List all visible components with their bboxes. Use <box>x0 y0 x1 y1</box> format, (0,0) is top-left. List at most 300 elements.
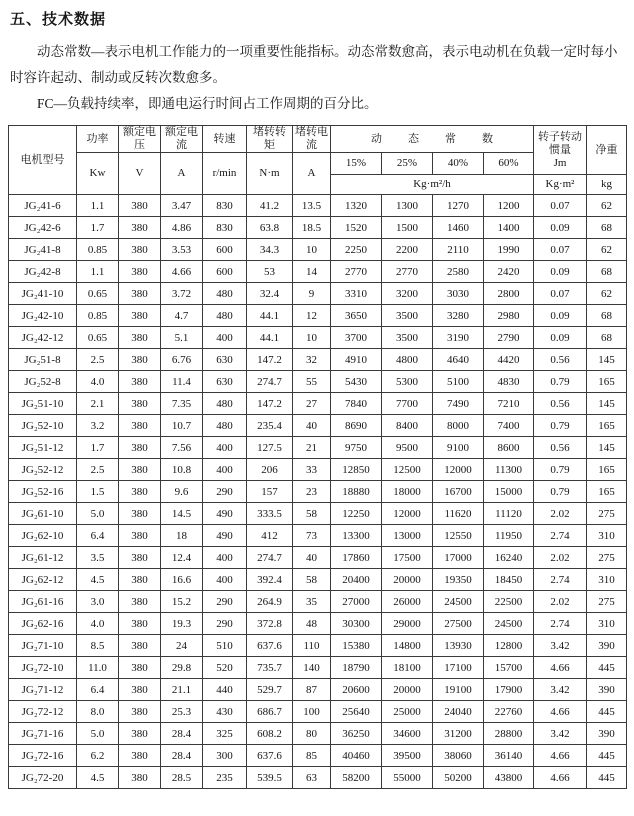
value-cell: 17860 <box>331 547 382 569</box>
table-row <box>9 767 627 789</box>
value-cell: 380 <box>119 679 161 701</box>
value-cell: 11300 <box>484 459 534 481</box>
table-row <box>9 569 627 591</box>
value-cell: 380 <box>119 591 161 613</box>
table-row <box>9 437 627 459</box>
value-cell: 3.42 <box>534 635 587 657</box>
header-weight: 净重 <box>587 126 627 175</box>
value-cell: 235 <box>203 767 247 789</box>
value-cell: 2980 <box>484 305 534 327</box>
value-cell: 380 <box>119 261 161 283</box>
model-cell: JG₂51-12 <box>9 437 77 459</box>
value-cell: 27000 <box>331 591 382 613</box>
value-cell: 3500 <box>382 327 433 349</box>
value-cell: 16240 <box>484 547 534 569</box>
value-cell: 68 <box>587 261 627 283</box>
value-cell: 8000 <box>433 415 484 437</box>
value-cell: 11950 <box>484 525 534 547</box>
value-cell: 3500 <box>382 305 433 327</box>
value-cell: 20000 <box>382 569 433 591</box>
value-cell: 10.7 <box>161 415 203 437</box>
value-cell: 539.5 <box>247 767 293 789</box>
value-cell: 12000 <box>433 459 484 481</box>
value-cell: 4.66 <box>534 745 587 767</box>
value-cell: 480 <box>203 283 247 305</box>
header-locked-current: 堵转电流 <box>293 126 331 153</box>
value-cell: 3700 <box>331 327 382 349</box>
value-cell: 20600 <box>331 679 382 701</box>
header-torque-unit: N·m <box>247 153 293 195</box>
value-cell: 12550 <box>433 525 484 547</box>
value-cell: 12500 <box>382 459 433 481</box>
model-cell: JG₂71-10 <box>9 635 77 657</box>
table-row <box>9 723 627 745</box>
header-speed: 转速 <box>203 126 247 153</box>
value-cell: 1.7 <box>77 437 119 459</box>
value-cell: 12 <box>293 305 331 327</box>
table-row <box>9 679 627 701</box>
value-cell: 3200 <box>382 283 433 305</box>
value-cell: 400 <box>203 437 247 459</box>
model-cell: JG₂61-10 <box>9 503 77 525</box>
value-cell: 380 <box>119 371 161 393</box>
value-cell: 3.53 <box>161 239 203 261</box>
value-cell: 3280 <box>433 305 484 327</box>
value-cell: 40 <box>293 547 331 569</box>
value-cell: 830 <box>203 195 247 217</box>
value-cell: 165 <box>587 481 627 503</box>
value-cell: 480 <box>203 305 247 327</box>
table-row <box>9 657 627 679</box>
model-cell: JG₂61-16 <box>9 591 77 613</box>
model-cell: JG₂51-8 <box>9 349 77 371</box>
value-cell: 63 <box>293 767 331 789</box>
model-cell: JG₂72-12 <box>9 701 77 723</box>
value-cell: 0.09 <box>534 261 587 283</box>
value-cell: 145 <box>587 437 627 459</box>
value-cell: 2.74 <box>534 613 587 635</box>
value-cell: 325 <box>203 723 247 745</box>
value-cell: 380 <box>119 767 161 789</box>
value-cell: 0.09 <box>534 217 587 239</box>
value-cell: 412 <box>247 525 293 547</box>
model-cell: JG₂72-16 <box>9 745 77 767</box>
model-cell: JG₂52-8 <box>9 371 77 393</box>
value-cell: 2800 <box>484 283 534 305</box>
value-cell: 44.1 <box>247 305 293 327</box>
value-cell: 0.85 <box>77 239 119 261</box>
value-cell: 127.5 <box>247 437 293 459</box>
value-cell: 2420 <box>484 261 534 283</box>
value-cell: 10 <box>293 327 331 349</box>
value-cell: 7210 <box>484 393 534 415</box>
value-cell: 34600 <box>382 723 433 745</box>
value-cell: 1460 <box>433 217 484 239</box>
value-cell: 11120 <box>484 503 534 525</box>
value-cell: 2.02 <box>534 503 587 525</box>
value-cell: 36250 <box>331 723 382 745</box>
value-cell: 490 <box>203 525 247 547</box>
model-cell: JG₂62-10 <box>9 525 77 547</box>
model-cell: JG₂61-12 <box>9 547 77 569</box>
value-cell: 380 <box>119 745 161 767</box>
header-inertia-symbol: Jm <box>553 156 567 169</box>
value-cell: 13930 <box>433 635 484 657</box>
model-cell: JG₂62-12 <box>9 569 77 591</box>
value-cell: 380 <box>119 613 161 635</box>
value-cell: 2.02 <box>534 591 587 613</box>
value-cell: 14800 <box>382 635 433 657</box>
value-cell: 630 <box>203 371 247 393</box>
header-power: 功率 <box>77 126 119 153</box>
value-cell: 2790 <box>484 327 534 349</box>
value-cell: 12850 <box>331 459 382 481</box>
table-row <box>9 701 627 723</box>
value-cell: 0.79 <box>534 415 587 437</box>
model-cell: JG₂42-8 <box>9 261 77 283</box>
value-cell: 53 <box>247 261 293 283</box>
value-cell: 445 <box>587 767 627 789</box>
value-cell: 380 <box>119 217 161 239</box>
value-cell: 14.5 <box>161 503 203 525</box>
model-cell: JG₂52-12 <box>9 459 77 481</box>
value-cell: 0.65 <box>77 327 119 349</box>
value-cell: 235.4 <box>247 415 293 437</box>
table-row <box>9 349 627 371</box>
value-cell: 44.1 <box>247 327 293 349</box>
value-cell: 4.66 <box>534 767 587 789</box>
value-cell: 480 <box>203 415 247 437</box>
value-cell: 4.0 <box>77 371 119 393</box>
value-cell: 63.8 <box>247 217 293 239</box>
value-cell: 380 <box>119 437 161 459</box>
value-cell: 4.66 <box>534 701 587 723</box>
value-cell: 310 <box>587 525 627 547</box>
value-cell: 1270 <box>433 195 484 217</box>
value-cell: 4.5 <box>77 767 119 789</box>
value-cell: 26000 <box>382 591 433 613</box>
value-cell: 686.7 <box>247 701 293 723</box>
value-cell: 1400 <box>484 217 534 239</box>
value-cell: 380 <box>119 415 161 437</box>
value-cell: 12.4 <box>161 547 203 569</box>
value-cell: 16700 <box>433 481 484 503</box>
value-cell: 430 <box>203 701 247 723</box>
table-row <box>9 393 627 415</box>
value-cell: 1.5 <box>77 481 119 503</box>
value-cell: 35 <box>293 591 331 613</box>
value-cell: 445 <box>587 745 627 767</box>
value-cell: 43800 <box>484 767 534 789</box>
value-cell: 2.74 <box>534 569 587 591</box>
model-cell: JG₂41-6 <box>9 195 77 217</box>
value-cell: 6.76 <box>161 349 203 371</box>
paragraph-dynamic-constant: 动态常数—表示电机工作能力的一项重要性能指标。动态常数愈高，表示电动机在负载一定时每小时容许起动、制动或反转次数愈多。 <box>10 44 618 85</box>
value-cell: 0.65 <box>77 283 119 305</box>
value-cell: 39500 <box>382 745 433 767</box>
value-cell: 20000 <box>382 679 433 701</box>
value-cell: 380 <box>119 305 161 327</box>
value-cell: 147.2 <box>247 393 293 415</box>
header-weight-unit: kg <box>587 175 627 195</box>
value-cell: 62 <box>587 283 627 305</box>
value-cell: 400 <box>203 327 247 349</box>
value-cell: 19100 <box>433 679 484 701</box>
value-cell: 17900 <box>484 679 534 701</box>
value-cell: 24040 <box>433 701 484 723</box>
value-cell: 380 <box>119 503 161 525</box>
value-cell: 3.5 <box>77 547 119 569</box>
value-cell: 735.7 <box>247 657 293 679</box>
value-cell: 510 <box>203 635 247 657</box>
value-cell: 9.6 <box>161 481 203 503</box>
value-cell: 300 <box>203 745 247 767</box>
model-cell: JG₂71-12 <box>9 679 77 701</box>
value-cell: 7.35 <box>161 393 203 415</box>
value-cell: 13.5 <box>293 195 331 217</box>
value-cell: 55000 <box>382 767 433 789</box>
model-cell: JG₂52-10 <box>9 415 77 437</box>
value-cell: 6.4 <box>77 679 119 701</box>
value-cell: 2.02 <box>534 547 587 569</box>
value-cell: 0.56 <box>534 349 587 371</box>
value-cell: 157 <box>247 481 293 503</box>
value-cell: 5.0 <box>77 503 119 525</box>
value-cell: 12800 <box>484 635 534 657</box>
value-cell: 529.7 <box>247 679 293 701</box>
value-cell: 24500 <box>433 591 484 613</box>
value-cell: 33 <box>293 459 331 481</box>
value-cell: 8600 <box>484 437 534 459</box>
table-row <box>9 481 627 503</box>
value-cell: 14 <box>293 261 331 283</box>
value-cell: 274.7 <box>247 547 293 569</box>
value-cell: 25640 <box>331 701 382 723</box>
spec-table <box>8 125 627 789</box>
value-cell: 80 <box>293 723 331 745</box>
model-cell: JG₂41-8 <box>9 239 77 261</box>
table-row <box>9 283 627 305</box>
value-cell: 85 <box>293 745 331 767</box>
value-cell: 165 <box>587 371 627 393</box>
value-cell: 28800 <box>484 723 534 745</box>
table-row <box>9 635 627 657</box>
value-cell: 630 <box>203 349 247 371</box>
value-cell: 18450 <box>484 569 534 591</box>
value-cell: 2.74 <box>534 525 587 547</box>
value-cell: 600 <box>203 261 247 283</box>
value-cell: 2.5 <box>77 349 119 371</box>
value-cell: 15.2 <box>161 591 203 613</box>
value-cell: 36140 <box>484 745 534 767</box>
value-cell: 264.9 <box>247 591 293 613</box>
value-cell: 10 <box>293 239 331 261</box>
value-cell: 50200 <box>433 767 484 789</box>
value-cell: 2250 <box>331 239 382 261</box>
value-cell: 15700 <box>484 657 534 679</box>
value-cell: 3190 <box>433 327 484 349</box>
value-cell: 2.1 <box>77 393 119 415</box>
table-row <box>9 415 627 437</box>
value-cell: 68 <box>587 327 627 349</box>
header-model: 电机型号 <box>9 126 77 195</box>
header-voltage: 额定电压 <box>119 126 161 153</box>
value-cell: 3650 <box>331 305 382 327</box>
value-cell: 41.2 <box>247 195 293 217</box>
value-cell: 4.5 <box>77 569 119 591</box>
value-cell: 480 <box>203 393 247 415</box>
value-cell: 58 <box>293 503 331 525</box>
value-cell: 608.2 <box>247 723 293 745</box>
value-cell: 3030 <box>433 283 484 305</box>
header-inertia-unit: Kg·m² <box>534 175 587 195</box>
value-cell: 3.42 <box>534 679 587 701</box>
value-cell: 2200 <box>382 239 433 261</box>
value-cell: 380 <box>119 525 161 547</box>
value-cell: 380 <box>119 195 161 217</box>
value-cell: 18 <box>161 525 203 547</box>
value-cell: 40460 <box>331 745 382 767</box>
value-cell: 68 <box>587 217 627 239</box>
value-cell: 5.1 <box>161 327 203 349</box>
value-cell: 4420 <box>484 349 534 371</box>
value-cell: 7700 <box>382 393 433 415</box>
value-cell: 0.56 <box>534 437 587 459</box>
table-row <box>9 305 627 327</box>
value-cell: 380 <box>119 635 161 657</box>
value-cell: 0.56 <box>534 393 587 415</box>
value-cell: 21.1 <box>161 679 203 701</box>
value-cell: 19350 <box>433 569 484 591</box>
value-cell: 15000 <box>484 481 534 503</box>
header-power-unit: Kw <box>77 153 119 195</box>
value-cell: 290 <box>203 481 247 503</box>
value-cell: 110 <box>293 635 331 657</box>
value-cell: 16.6 <box>161 569 203 591</box>
value-cell: 28.4 <box>161 723 203 745</box>
value-cell: 17000 <box>433 547 484 569</box>
value-cell: 2770 <box>382 261 433 283</box>
value-cell: 275 <box>587 503 627 525</box>
header-voltage-unit: V <box>119 153 161 195</box>
value-cell: 55 <box>293 371 331 393</box>
value-cell: 275 <box>587 591 627 613</box>
value-cell: 275 <box>587 547 627 569</box>
value-cell: 24500 <box>484 613 534 635</box>
model-cell: JG₂42-12 <box>9 327 77 349</box>
value-cell: 600 <box>203 239 247 261</box>
table-row <box>9 327 627 349</box>
model-cell: JG₂72-10 <box>9 657 77 679</box>
header-duty-40: 40% <box>433 153 484 175</box>
table-row <box>9 745 627 767</box>
value-cell: 28.5 <box>161 767 203 789</box>
value-cell: 1.1 <box>77 195 119 217</box>
value-cell: 310 <box>587 613 627 635</box>
page-title: 五、技术数据 <box>10 11 107 28</box>
value-cell: 19.3 <box>161 613 203 635</box>
value-cell: 34.3 <box>247 239 293 261</box>
value-cell: 1300 <box>382 195 433 217</box>
model-cell: JG₂72-20 <box>9 767 77 789</box>
table-row <box>9 591 627 613</box>
value-cell: 372.8 <box>247 613 293 635</box>
value-cell: 380 <box>119 327 161 349</box>
value-cell: 380 <box>119 547 161 569</box>
value-cell: 11.4 <box>161 371 203 393</box>
table-row <box>9 525 627 547</box>
value-cell: 8400 <box>382 415 433 437</box>
value-cell: 206 <box>247 459 293 481</box>
value-cell: 18880 <box>331 481 382 503</box>
value-cell: 5300 <box>382 371 433 393</box>
value-cell: 12250 <box>331 503 382 525</box>
value-cell: 4.86 <box>161 217 203 239</box>
value-cell: 38060 <box>433 745 484 767</box>
value-cell: 62 <box>587 195 627 217</box>
value-cell: 445 <box>587 657 627 679</box>
model-cell: JG₂42-10 <box>9 305 77 327</box>
value-cell: 637.6 <box>247 745 293 767</box>
model-cell: JG₂42-6 <box>9 217 77 239</box>
value-cell: 637.6 <box>247 635 293 657</box>
value-cell: 4830 <box>484 371 534 393</box>
value-cell: 445 <box>587 701 627 723</box>
value-cell: 290 <box>203 613 247 635</box>
value-cell: 0.07 <box>534 195 587 217</box>
header-current: 额定电流 <box>161 126 203 153</box>
value-cell: 290 <box>203 591 247 613</box>
value-cell: 7.56 <box>161 437 203 459</box>
value-cell: 380 <box>119 701 161 723</box>
value-cell: 30300 <box>331 613 382 635</box>
value-cell: 4.66 <box>534 657 587 679</box>
value-cell: 7840 <box>331 393 382 415</box>
value-cell: 20400 <box>331 569 382 591</box>
table-row <box>9 195 627 217</box>
value-cell: 4.66 <box>161 261 203 283</box>
header-current-unit: A <box>161 153 203 195</box>
value-cell: 18790 <box>331 657 382 679</box>
value-cell: 380 <box>119 283 161 305</box>
value-cell: 400 <box>203 459 247 481</box>
value-cell: 8.0 <box>77 701 119 723</box>
value-cell: 380 <box>119 393 161 415</box>
value-cell: 9 <box>293 283 331 305</box>
value-cell: 400 <box>203 547 247 569</box>
value-cell: 3.72 <box>161 283 203 305</box>
value-cell: 490 <box>203 503 247 525</box>
value-cell: 274.7 <box>247 371 293 393</box>
value-cell: 13000 <box>382 525 433 547</box>
value-cell: 390 <box>587 679 627 701</box>
value-cell: 380 <box>119 239 161 261</box>
value-cell: 1520 <box>331 217 382 239</box>
value-cell: 165 <box>587 459 627 481</box>
value-cell: 25000 <box>382 701 433 723</box>
value-cell: 6.4 <box>77 525 119 547</box>
value-cell: 18100 <box>382 657 433 679</box>
paragraph-fc: FC—负载持续率，即通电运行时间占工作周期的百分比。 <box>37 96 378 111</box>
header-duty-60: 60% <box>484 153 534 175</box>
value-cell: 4.0 <box>77 613 119 635</box>
value-cell: 0.79 <box>534 481 587 503</box>
table-row <box>9 613 627 635</box>
value-cell: 58200 <box>331 767 382 789</box>
value-cell: 380 <box>119 459 161 481</box>
value-cell: 29000 <box>382 613 433 635</box>
header-duty-25: 25% <box>382 153 433 175</box>
